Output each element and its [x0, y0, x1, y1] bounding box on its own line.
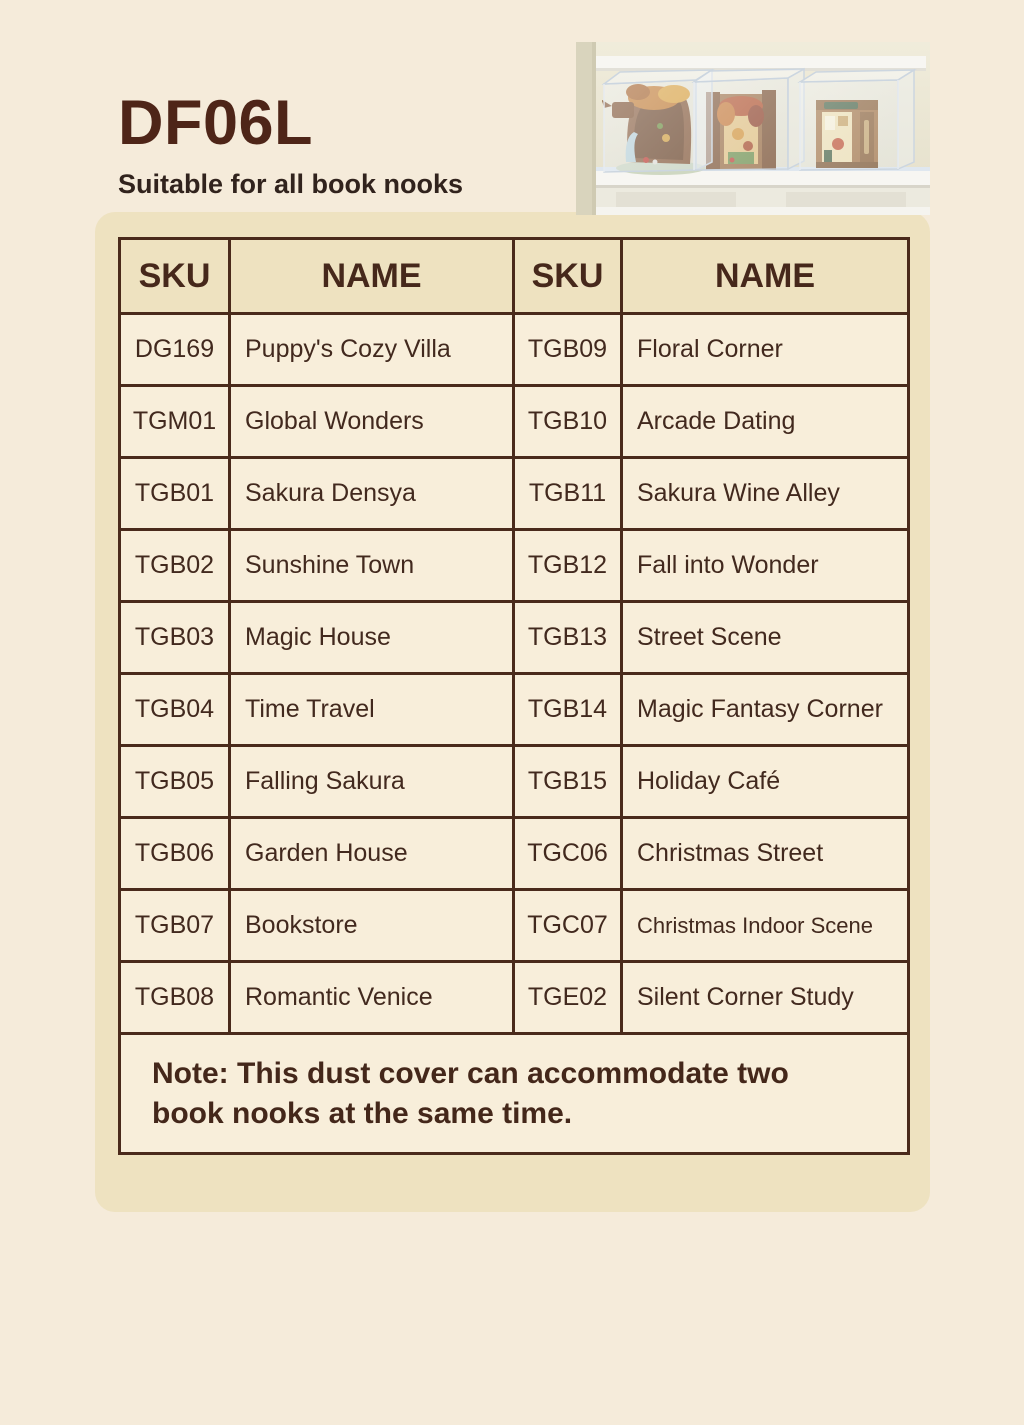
name-cell: Falling Sakura	[230, 746, 514, 818]
name-cell: Global Wonders	[230, 386, 514, 458]
table-row	[120, 458, 909, 530]
dust-cover-shelf-illustration	[576, 42, 930, 215]
table-header-row	[120, 239, 909, 314]
name-cell: Romantic Venice	[230, 962, 514, 1034]
sku-cell: TGB15	[514, 746, 622, 818]
name-cell: Holiday Café	[622, 746, 909, 818]
sku-cell: TGB12	[514, 530, 622, 602]
note-row	[120, 1034, 909, 1154]
sku-name-table	[118, 237, 910, 1155]
sku-cell: TGB11	[514, 458, 622, 530]
name-cell: Fall into Wonder	[622, 530, 909, 602]
name-cell: Puppy's Cozy Villa	[230, 314, 514, 386]
table-row	[120, 746, 909, 818]
sku-cell: TGC07	[514, 890, 622, 962]
table-row	[120, 674, 909, 746]
header-sku-left: SKU	[120, 239, 230, 314]
table-row	[120, 386, 909, 458]
sku-cell: TGC06	[514, 818, 622, 890]
table-row	[120, 314, 909, 386]
sku-cell: TGB02	[120, 530, 230, 602]
table-row	[120, 602, 909, 674]
name-cell: Street Scene	[622, 602, 909, 674]
page-subtitle: Suitable for all book nooks	[118, 169, 464, 199]
sku-cell: TGB06	[120, 818, 230, 890]
table-row	[120, 890, 909, 962]
sku-cell: TGE02	[514, 962, 622, 1034]
name-cell: Silent Corner Study	[622, 962, 909, 1034]
sku-cell: TGB03	[120, 602, 230, 674]
name-cell: Magic Fantasy Corner	[622, 674, 909, 746]
name-cell: Sakura Densya	[230, 458, 514, 530]
name-cell: Christmas Street	[622, 818, 909, 890]
sku-cell: TGB14	[514, 674, 622, 746]
sku-cell: DG169	[120, 314, 230, 386]
sku-cell: TGB09	[514, 314, 622, 386]
sku-cell: TGB08	[120, 962, 230, 1034]
name-cell: Sunshine Town	[230, 530, 514, 602]
name-cell: Floral Corner	[622, 314, 909, 386]
name-cell: Time Travel	[230, 674, 514, 746]
product-photo	[576, 42, 930, 215]
table-row	[120, 530, 909, 602]
acrylic-dust-covers	[604, 69, 914, 172]
header-name-left: NAME	[230, 239, 514, 314]
name-cell: Christmas Indoor Scene	[622, 890, 909, 962]
name-cell: Sakura Wine Alley	[622, 458, 909, 530]
sku-cell: TGM01	[120, 386, 230, 458]
header-sku-right: SKU	[514, 239, 622, 314]
name-cell: Magic House	[230, 602, 514, 674]
sku-cell: TGB01	[120, 458, 230, 530]
sku-cell: TGB04	[120, 674, 230, 746]
name-cell: Garden House	[230, 818, 514, 890]
table-row	[120, 962, 909, 1034]
note-text: Note: This dust cover can accommodate two book nooks at the same time.	[120, 1034, 909, 1154]
sku-cell: TGB13	[514, 602, 622, 674]
sku-cell: TGB05	[120, 746, 230, 818]
page-title: DF06L	[118, 88, 314, 158]
sku-cell: TGB10	[514, 386, 622, 458]
name-cell: Bookstore	[230, 890, 514, 962]
table-panel	[95, 212, 930, 1212]
table-row	[120, 818, 909, 890]
header-name-right: NAME	[622, 239, 909, 314]
sku-cell: TGB07	[120, 890, 230, 962]
name-cell: Arcade Dating	[622, 386, 909, 458]
